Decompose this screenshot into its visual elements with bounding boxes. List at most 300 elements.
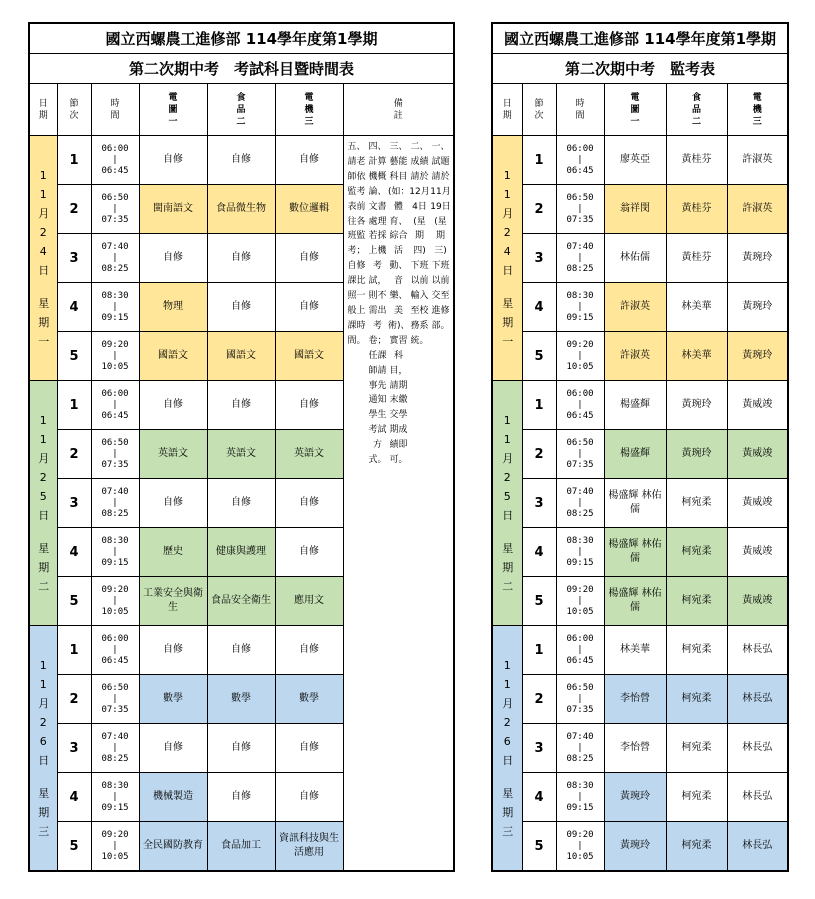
date-label: 11月24日: [38, 168, 50, 277]
subject-cell: 數位邏輯: [275, 185, 343, 234]
time-end: 07:35: [101, 704, 129, 715]
time-end: 08:25: [566, 263, 594, 274]
subject-cell: 黃桂芬: [666, 136, 727, 185]
period-cell: 4: [57, 283, 91, 332]
time-end: 06:45: [566, 655, 594, 666]
subject-cell: 英語文: [207, 430, 275, 479]
date-spacer: [493, 770, 522, 784]
time-separator: |: [577, 595, 583, 606]
time-separator: |: [577, 203, 583, 214]
header-time: 時間: [575, 98, 585, 121]
time-start: 09:20: [566, 339, 594, 350]
time-separator: |: [112, 693, 118, 704]
time-start: 06:00: [101, 388, 129, 399]
time-start: 06:50: [101, 682, 129, 693]
period-cell: 2: [522, 185, 556, 234]
subject-cell: 自修: [275, 724, 343, 773]
period-cell: 3: [57, 234, 91, 283]
school-title: 國立西螺農工進修部 114學年度第1學期: [29, 23, 454, 54]
time-cell: [556, 528, 604, 577]
header-class-2: 食品二: [236, 92, 246, 127]
subject-cell: 國語文: [275, 332, 343, 381]
time-cell: [91, 822, 139, 872]
time-separator: |: [577, 546, 583, 557]
subject-cell: 自修: [139, 234, 207, 283]
time-end: 06:45: [101, 410, 129, 421]
note-item: 二、成績請於12月4日(星期四)下班以前輸入至校務系統。: [409, 142, 430, 346]
subject-cell: 健康與護理: [207, 528, 275, 577]
period-cell: 5: [522, 577, 556, 626]
subject-cell: 自修: [139, 626, 207, 675]
date-label: 11月26日: [502, 658, 514, 767]
time-cell: [91, 234, 139, 283]
time-separator: |: [112, 497, 118, 508]
time-end: 10:05: [566, 606, 594, 617]
time-end: 07:35: [566, 459, 594, 470]
time-cell: [91, 185, 139, 234]
time-start: 06:50: [566, 192, 594, 203]
subject-cell: 自修: [207, 283, 275, 332]
schedule-title: 第二次期中考 考試科目暨時間表: [29, 54, 454, 84]
time-start: 07:40: [566, 731, 594, 742]
time-start: 06:00: [566, 388, 594, 399]
time-start: 06:00: [101, 633, 129, 644]
time-end: 09:15: [101, 557, 129, 568]
period-cell: 5: [57, 577, 91, 626]
header-period: 節次: [69, 98, 79, 121]
subject-cell: 自修: [275, 479, 343, 528]
time-start: 09:20: [101, 339, 129, 350]
weekday-label: 星期三: [502, 786, 514, 838]
date-cell: [29, 136, 57, 381]
table-row: [492, 626, 788, 675]
period-cell: 2: [57, 675, 91, 724]
period-cell: 2: [57, 430, 91, 479]
time-separator: |: [112, 644, 118, 655]
time-separator: |: [112, 546, 118, 557]
weekday-label: 星期二: [38, 541, 50, 593]
date-spacer: [30, 280, 57, 294]
time-cell: [91, 724, 139, 773]
time-separator: |: [112, 154, 118, 165]
header-class-1: 電圖一: [630, 92, 640, 127]
time-end: 08:25: [101, 263, 129, 274]
date-spacer: [30, 770, 57, 784]
subject-cell: 林長弘: [727, 675, 788, 724]
subject-cell: 自修: [275, 528, 343, 577]
subject-cell: 黃琬玲: [727, 234, 788, 283]
time-end: 09:15: [566, 802, 594, 813]
date-spacer: [493, 525, 522, 539]
subject-cell: 黃桂芬: [666, 234, 727, 283]
subject-cell: 林長弘: [727, 773, 788, 822]
subject-cell: 自修: [207, 773, 275, 822]
time-end: 10:05: [566, 361, 594, 372]
header-time: 時間: [110, 98, 120, 121]
period-cell: 4: [522, 773, 556, 822]
time-end: 08:25: [101, 753, 129, 764]
time-separator: |: [577, 791, 583, 802]
date-label: 11月26日: [38, 658, 50, 767]
header-class-1: 電圖一: [168, 92, 178, 127]
weekday-label: 星期一: [502, 296, 514, 348]
subject-cell: 李怡營: [604, 675, 666, 724]
subject-cell: 楊盛輝 林佑儒: [604, 577, 666, 626]
time-cell: [556, 185, 604, 234]
time-start: 08:30: [101, 780, 129, 791]
table-row: [492, 724, 788, 773]
time-separator: |: [112, 791, 118, 802]
period-cell: 3: [522, 234, 556, 283]
subject-cell: 柯宛柔: [666, 773, 727, 822]
time-end: 09:15: [566, 312, 594, 323]
table-row: [492, 822, 788, 872]
school-title: 國立西螺農工進修部 114學年度第1學期: [492, 23, 788, 54]
time-start: 08:30: [566, 535, 594, 546]
time-cell: [556, 773, 604, 822]
subject-cell: 林佑儒: [604, 234, 666, 283]
time-cell: [556, 430, 604, 479]
subject-cell: 自修: [275, 626, 343, 675]
date-cell: [492, 626, 522, 872]
time-start: 08:30: [101, 290, 129, 301]
time-end: 06:45: [101, 165, 129, 176]
date-label: 11月25日: [502, 413, 514, 522]
time-separator: |: [577, 301, 583, 312]
subject-cell: 柯宛柔: [666, 626, 727, 675]
time-start: 07:40: [101, 241, 129, 252]
time-end: 09:15: [566, 557, 594, 568]
time-end: 07:35: [566, 704, 594, 715]
header-date: 日期: [502, 98, 512, 121]
subject-cell: 全民國防教育: [139, 822, 207, 872]
time-separator: |: [112, 742, 118, 753]
time-cell: [556, 234, 604, 283]
subject-cell: 柯宛柔: [666, 528, 727, 577]
time-separator: |: [112, 252, 118, 263]
time-start: 06:00: [566, 143, 594, 154]
subject-cell: 自修: [275, 773, 343, 822]
subject-cell: 楊盛輝 林佑儒: [604, 479, 666, 528]
subject-cell: 黃威竣: [727, 528, 788, 577]
subject-cell: 黃威竣: [727, 479, 788, 528]
subject-cell: 林美華: [604, 626, 666, 675]
time-separator: |: [577, 399, 583, 410]
time-start: 06:50: [566, 682, 594, 693]
period-cell: 1: [522, 136, 556, 185]
period-cell: 1: [522, 381, 556, 430]
table-row: [492, 675, 788, 724]
subject-cell: 國語文: [139, 332, 207, 381]
time-end: 10:05: [101, 361, 129, 372]
subject-cell: 英語文: [275, 430, 343, 479]
subject-cell: 黃桂芬: [666, 185, 727, 234]
time-separator: |: [112, 595, 118, 606]
table-row: [492, 283, 788, 332]
time-start: 09:20: [101, 829, 129, 840]
time-separator: |: [577, 497, 583, 508]
subject-cell: 許淑英: [727, 185, 788, 234]
weekday-label: 星期二: [502, 541, 514, 593]
subject-cell: 黃琬玲: [604, 822, 666, 872]
table-row: [492, 773, 788, 822]
weekday-label: 星期一: [38, 296, 50, 348]
subject-cell: 自修: [207, 626, 275, 675]
header-row: [492, 84, 788, 136]
table-row: [492, 577, 788, 626]
period-cell: 1: [57, 381, 91, 430]
notes-columns: [344, 140, 452, 468]
time-cell: [91, 577, 139, 626]
time-end: 10:05: [101, 606, 129, 617]
period-cell: 5: [522, 822, 556, 872]
time-separator: |: [577, 252, 583, 263]
time-cell: [556, 577, 604, 626]
time-end: 08:25: [101, 508, 129, 519]
proctor-table: [491, 22, 789, 872]
time-cell: [556, 479, 604, 528]
time-end: 07:35: [566, 214, 594, 225]
time-end: 09:15: [101, 312, 129, 323]
subject-cell: 楊盛輝 林佑儒: [604, 528, 666, 577]
time-cell: [91, 332, 139, 381]
date-spacer: [493, 280, 522, 294]
subject-cell: 數學: [275, 675, 343, 724]
time-cell: [556, 332, 604, 381]
time-start: 06:00: [101, 143, 129, 154]
time-cell: [91, 528, 139, 577]
time-start: 07:40: [101, 731, 129, 742]
time-separator: |: [577, 742, 583, 753]
period-cell: 3: [522, 479, 556, 528]
table-row: [492, 479, 788, 528]
period-cell: 5: [57, 822, 91, 872]
period-cell: 4: [522, 283, 556, 332]
time-separator: |: [112, 203, 118, 214]
subject-cell: 李怡營: [604, 724, 666, 773]
subject-cell: 自修: [207, 479, 275, 528]
time-end: 08:25: [566, 753, 594, 764]
table-row: [492, 185, 788, 234]
subject-cell: 林長弘: [727, 724, 788, 773]
table-row: [492, 234, 788, 283]
subject-cell: 柯宛柔: [666, 479, 727, 528]
subject-cell: 自修: [139, 724, 207, 773]
time-end: 09:15: [101, 802, 129, 813]
date-cell: [29, 626, 57, 872]
table-row: [492, 136, 788, 185]
time-end: 07:35: [101, 459, 129, 470]
header-class-3: 電機三: [752, 92, 762, 127]
time-cell: [91, 773, 139, 822]
time-separator: |: [577, 693, 583, 704]
subject-cell: 自修: [275, 234, 343, 283]
time-end: 06:45: [566, 410, 594, 421]
table-row: [492, 430, 788, 479]
time-start: 08:30: [566, 290, 594, 301]
date-label: 11月25日: [38, 413, 50, 522]
time-end: 10:05: [566, 851, 594, 862]
time-cell: [556, 724, 604, 773]
time-separator: |: [577, 644, 583, 655]
subject-cell: 自修: [139, 479, 207, 528]
time-end: 08:25: [566, 508, 594, 519]
note-item: 三、藝能科目(如：體育、綜合活動、音樂、美術)、實習科目，請期末繳交學期成績即可。: [388, 142, 410, 466]
period-cell: 2: [522, 430, 556, 479]
subject-cell: 黃威竣: [727, 577, 788, 626]
time-separator: |: [577, 448, 583, 459]
date-cell: [492, 136, 522, 381]
subject-cell: 許淑英: [604, 283, 666, 332]
time-start: 06:50: [101, 437, 129, 448]
date-spacer: [30, 525, 57, 539]
subject-cell: 自修: [207, 234, 275, 283]
header-notes: 備註: [393, 98, 403, 121]
subject-cell: 自修: [275, 283, 343, 332]
time-start: 08:30: [566, 780, 594, 791]
period-cell: 3: [57, 724, 91, 773]
header-row: [29, 84, 454, 136]
time-start: 06:00: [566, 633, 594, 644]
time-cell: [556, 675, 604, 724]
time-cell: [91, 626, 139, 675]
subject-cell: 楊盛輝: [604, 381, 666, 430]
subject-cell: 自修: [207, 381, 275, 430]
period-cell: 4: [57, 528, 91, 577]
subject-cell: 黃琬玲: [604, 773, 666, 822]
date-label: 11月24日: [502, 168, 514, 277]
subject-cell: 黃琬玲: [666, 381, 727, 430]
period-cell: 5: [57, 332, 91, 381]
table-row: [492, 528, 788, 577]
subject-cell: 食品安全衛生: [207, 577, 275, 626]
time-start: 08:30: [101, 535, 129, 546]
table-row: [492, 332, 788, 381]
period-cell: 4: [522, 528, 556, 577]
time-start: 09:20: [566, 584, 594, 595]
period-cell: 1: [57, 626, 91, 675]
subject-cell: 食品加工: [207, 822, 275, 872]
period-cell: 4: [57, 773, 91, 822]
table-row: [492, 381, 788, 430]
time-separator: |: [577, 840, 583, 851]
time-cell: [556, 381, 604, 430]
subject-cell: 林長弘: [727, 822, 788, 872]
subject-cell: 廖英亞: [604, 136, 666, 185]
subject-cell: 林美華: [666, 283, 727, 332]
time-cell: [91, 381, 139, 430]
period-cell: 2: [57, 185, 91, 234]
proctor-title: 第二次期中考 監考表: [492, 54, 788, 84]
subject-cell: 許淑英: [727, 136, 788, 185]
subject-cell: 自修: [207, 724, 275, 773]
time-cell: [91, 479, 139, 528]
subject-cell: 黃琬玲: [727, 283, 788, 332]
date-cell: [29, 381, 57, 626]
subject-cell: 食品微生物: [207, 185, 275, 234]
note-item: 四、計算機概論、文書處理若採上機考試，則不需出考卷；任課師請事先通知學生考試方式。: [368, 142, 387, 466]
time-end: 10:05: [101, 851, 129, 862]
subject-cell: 數學: [207, 675, 275, 724]
subject-cell: 自修: [207, 136, 275, 185]
time-separator: |: [112, 448, 118, 459]
subject-cell: 柯宛柔: [666, 577, 727, 626]
subject-cell: 歷史: [139, 528, 207, 577]
subject-cell: 工業安全與衛生: [139, 577, 207, 626]
subject-cell: 黃威竣: [727, 381, 788, 430]
subject-cell: 林長弘: [727, 626, 788, 675]
subject-cell: 許淑英: [604, 332, 666, 381]
notes-cell: [343, 136, 454, 872]
subject-cell: 自修: [139, 136, 207, 185]
exam-schedule-table: [28, 22, 455, 872]
time-cell: [91, 283, 139, 332]
weekday-label: 星期三: [38, 786, 50, 838]
subject-cell: 自修: [275, 381, 343, 430]
subject-cell: 楊盛輝: [604, 430, 666, 479]
table-row: [29, 136, 454, 185]
time-start: 06:50: [101, 192, 129, 203]
subject-cell: 林美華: [666, 332, 727, 381]
note-item: 一、試題請於11月19日(星期三)下班以前交至進修部。: [430, 142, 451, 331]
subject-cell: 自修: [139, 381, 207, 430]
subject-cell: 資訊科技與生活應用: [275, 822, 343, 872]
time-separator: |: [577, 154, 583, 165]
time-cell: [91, 430, 139, 479]
time-end: 07:35: [101, 214, 129, 225]
subject-cell: 黃琬玲: [666, 430, 727, 479]
time-start: 07:40: [566, 241, 594, 252]
subject-cell: 物理: [139, 283, 207, 332]
time-cell: [556, 626, 604, 675]
period-cell: 1: [522, 626, 556, 675]
subject-cell: 數學: [139, 675, 207, 724]
subject-cell: 翁祥閔: [604, 185, 666, 234]
time-cell: [91, 675, 139, 724]
time-cell: [556, 283, 604, 332]
period-cell: 2: [522, 675, 556, 724]
subject-cell: 柯宛柔: [666, 724, 727, 773]
subject-cell: 閩南語文: [139, 185, 207, 234]
time-separator: |: [112, 399, 118, 410]
time-start: 09:20: [566, 829, 594, 840]
time-start: 07:40: [101, 486, 129, 497]
subject-cell: 黃琬玲: [727, 332, 788, 381]
time-separator: |: [112, 301, 118, 312]
subject-cell: 自修: [275, 136, 343, 185]
header-period: 節次: [534, 98, 544, 121]
subject-cell: 柯宛柔: [666, 822, 727, 872]
time-end: 06:45: [566, 165, 594, 176]
period-cell: 5: [522, 332, 556, 381]
header-date: 日期: [38, 98, 48, 121]
header-class-3: 電機三: [304, 92, 314, 127]
time-separator: |: [577, 350, 583, 361]
time-cell: [556, 136, 604, 185]
date-cell: [492, 381, 522, 626]
subject-cell: 英語文: [139, 430, 207, 479]
time-start: 09:20: [101, 584, 129, 595]
time-separator: |: [112, 840, 118, 851]
subject-cell: 機械製造: [139, 773, 207, 822]
subject-cell: 黃威竣: [727, 430, 788, 479]
time-cell: [91, 136, 139, 185]
time-start: 07:40: [566, 486, 594, 497]
header-class-2: 食品二: [691, 92, 701, 127]
subject-cell: 柯宛柔: [666, 675, 727, 724]
time-separator: |: [112, 350, 118, 361]
time-cell: [556, 822, 604, 872]
